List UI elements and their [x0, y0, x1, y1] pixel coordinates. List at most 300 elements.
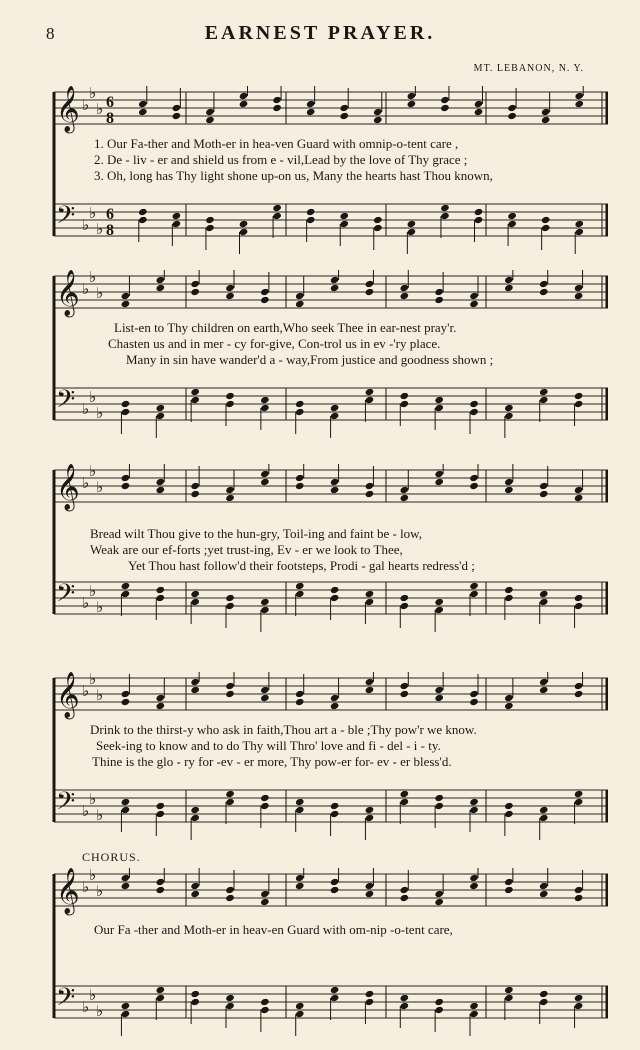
music-system-chorus — [46, 868, 608, 1038]
flat-icon: ♭ — [96, 1002, 104, 1020]
note-head — [373, 108, 383, 116]
note-head — [539, 890, 549, 898]
note-head — [225, 494, 235, 502]
note-head — [306, 108, 316, 116]
note-head — [365, 482, 375, 490]
note-head — [373, 216, 383, 224]
note-head — [504, 994, 514, 1002]
note-head — [295, 408, 305, 416]
note-head — [225, 594, 235, 602]
note-head — [260, 470, 270, 478]
note-head — [156, 994, 166, 1002]
note-head — [574, 486, 584, 494]
note-head — [239, 100, 249, 108]
note-head — [330, 886, 340, 894]
lyric-line-verse-2: Weak are our ef-forts ;yet trust-ing, Ev - er we look to Thee, — [90, 542, 403, 557]
note-head — [574, 494, 584, 502]
note-head — [190, 686, 200, 694]
note-head — [295, 1002, 305, 1010]
note-head — [434, 694, 444, 702]
note-head — [330, 412, 340, 420]
note-head — [295, 874, 305, 882]
time-signature-top: 6 — [106, 94, 114, 111]
note-head — [434, 898, 444, 906]
note-head — [507, 220, 517, 228]
note-head — [539, 998, 549, 1006]
note-head — [504, 404, 514, 412]
note-head — [138, 108, 148, 116]
flat-icon: ♭ — [89, 388, 97, 406]
note-head — [330, 802, 340, 810]
note-head — [539, 288, 549, 296]
note-head — [504, 412, 514, 420]
note-head — [295, 474, 305, 482]
note-head — [365, 814, 375, 822]
lyric-line-verse-1: List-en to Thy children on earth,Who seek Thee in ear-nest pray'r. — [114, 320, 457, 335]
note-head — [121, 482, 131, 490]
note-head — [190, 990, 200, 998]
note-head — [440, 96, 450, 104]
note-group — [121, 790, 584, 840]
note-head — [434, 686, 444, 694]
note-head — [574, 100, 584, 108]
note-head — [504, 478, 514, 486]
note-head — [469, 806, 479, 814]
note-head — [400, 894, 410, 902]
note-head — [469, 474, 479, 482]
treble-clef-icon: 𝄞 — [56, 86, 80, 132]
note-head — [365, 388, 375, 396]
flat-icon: ♭ — [96, 882, 104, 900]
note-head — [400, 798, 410, 806]
note-head — [190, 280, 200, 288]
note-head — [541, 116, 551, 124]
note-head — [138, 216, 148, 224]
note-head — [260, 288, 270, 296]
note-head — [190, 396, 200, 404]
note-head — [330, 586, 340, 594]
note-head — [400, 400, 410, 408]
note-head — [156, 404, 166, 412]
note-head — [272, 204, 282, 212]
note-head — [574, 682, 584, 690]
note-head — [306, 100, 316, 108]
note-head — [574, 392, 584, 400]
flat-icon: ♭ — [82, 474, 90, 492]
note-head — [295, 798, 305, 806]
lyric-line-verse-3: Many in sin have wander'd a - way,From justice and goodness shown ; — [126, 352, 494, 367]
note-head — [574, 220, 584, 228]
note-head — [225, 690, 235, 698]
note-head — [407, 92, 417, 100]
bass-clef-icon: 𝄢 — [56, 787, 76, 822]
note-head — [225, 790, 235, 798]
note-head — [330, 284, 340, 292]
note-head — [400, 682, 410, 690]
note-head — [138, 100, 148, 108]
lyric-line-verse-1: Bread wilt Thou give to the hun-gry, Toil-ing and faint be - low, — [90, 526, 422, 541]
note-head — [295, 698, 305, 706]
note-group — [121, 582, 584, 632]
note-head — [539, 490, 549, 498]
lyric-line-verse-1: 1. Our Fa-ther and Moth-er in hea-ven Guard with omnip-o-tent care , — [94, 136, 459, 151]
note-head — [365, 890, 375, 898]
note-head — [469, 798, 479, 806]
note-head — [260, 686, 270, 694]
note-head — [239, 92, 249, 100]
note-head — [121, 1002, 131, 1010]
flat-icon: ♭ — [96, 686, 104, 704]
note-head — [400, 284, 410, 292]
note-group — [138, 204, 584, 254]
note-head — [365, 990, 375, 998]
note-head — [365, 590, 375, 598]
note-head — [541, 108, 551, 116]
note-head — [474, 100, 484, 108]
chorus-label: CHORUS. — [82, 850, 141, 864]
note-head — [330, 878, 340, 886]
note-head — [407, 228, 417, 236]
note-head — [156, 586, 166, 594]
note-head — [295, 582, 305, 590]
note-head — [121, 690, 131, 698]
note-head — [574, 400, 584, 408]
note-head — [306, 216, 316, 224]
note-head — [190, 288, 200, 296]
note-head — [260, 606, 270, 614]
flat-icon: ♭ — [82, 878, 90, 896]
note-head — [365, 686, 375, 694]
note-head — [504, 878, 514, 886]
flat-icon: ♭ — [89, 86, 97, 102]
note-head — [373, 224, 383, 232]
note-head — [507, 212, 517, 220]
note-head — [272, 104, 282, 112]
lyric-line-verse-3: 3. Oh, long has Thy light shone up-on us, Many the hearts hast Thou known, — [94, 168, 493, 183]
note-head — [365, 806, 375, 814]
treble-clef-icon: 𝄞 — [56, 672, 80, 718]
note-head — [400, 994, 410, 1002]
note-head — [306, 208, 316, 216]
note-head — [400, 494, 410, 502]
note-head — [330, 404, 340, 412]
bass-staff — [54, 201, 608, 239]
note-head — [469, 400, 479, 408]
note-head — [225, 486, 235, 494]
note-head — [295, 882, 305, 890]
note-head — [400, 602, 410, 610]
note-head — [434, 470, 444, 478]
note-head — [434, 890, 444, 898]
note-head — [156, 276, 166, 284]
note-head — [225, 886, 235, 894]
flat-icon: ♭ — [89, 672, 97, 688]
note-head — [330, 694, 340, 702]
music-system-1 — [46, 86, 608, 256]
treble-clef-icon: 𝄞 — [56, 270, 80, 316]
flat-icon: ♭ — [96, 478, 104, 496]
music-system-2 — [46, 270, 608, 440]
note-head — [539, 814, 549, 822]
note-head — [400, 1002, 410, 1010]
note-head — [330, 478, 340, 486]
note-head — [190, 590, 200, 598]
note-head — [434, 794, 444, 802]
note-head — [504, 810, 514, 818]
flat-icon: ♭ — [96, 404, 104, 422]
note-head — [121, 582, 131, 590]
lyric-line-verse-3: Thine is the glo - ry for -ev - er more, Thy pow-er for- ev - er bless'd. — [92, 754, 452, 769]
note-head — [539, 388, 549, 396]
time-signature-bottom: 8 — [106, 222, 114, 239]
note-head — [172, 212, 182, 220]
note-head — [339, 220, 349, 228]
flat-icon: ♭ — [89, 986, 97, 1004]
note-head — [574, 798, 584, 806]
note-head — [539, 678, 549, 686]
treble-staff — [54, 270, 608, 318]
flat-icon: ♭ — [96, 100, 104, 118]
note-head — [330, 276, 340, 284]
note-head — [295, 1010, 305, 1018]
note-head — [190, 890, 200, 898]
flat-icon: ♭ — [89, 582, 97, 600]
note-head — [225, 292, 235, 300]
lyric-line-verse-2: Seek-ing to know and to do Thy will Thro' love and fi - del - i - ty. — [96, 738, 441, 753]
note-head — [339, 104, 349, 112]
note-head — [225, 994, 235, 1002]
note-head — [190, 678, 200, 686]
note-head — [295, 300, 305, 308]
music-system-3 — [46, 464, 608, 634]
lyric-line-verse-3: Yet Thou hast follow'd their footsteps, Prodi - gal hearts redress'd ; — [128, 558, 475, 573]
note-head — [574, 602, 584, 610]
note-head — [225, 798, 235, 806]
treble-staff — [54, 464, 608, 512]
flat-icon: ♭ — [96, 598, 104, 616]
note-head — [539, 280, 549, 288]
note-head — [339, 212, 349, 220]
note-head — [504, 986, 514, 994]
note-head — [260, 998, 270, 1006]
note-head — [330, 986, 340, 994]
flat-icon: ♭ — [82, 216, 90, 234]
note-head — [225, 894, 235, 902]
note-head — [260, 1006, 270, 1014]
note-head — [469, 582, 479, 590]
flat-icon: ♭ — [82, 96, 90, 114]
flat-icon: ♭ — [82, 594, 90, 612]
flat-icon: ♭ — [89, 868, 97, 884]
note-head — [504, 886, 514, 894]
note-head — [330, 486, 340, 494]
note-head — [190, 814, 200, 822]
note-head — [504, 284, 514, 292]
treble-clef-icon: 𝄞 — [56, 464, 80, 510]
note-head — [574, 292, 584, 300]
note-head — [440, 212, 450, 220]
note-head — [574, 886, 584, 894]
lyric-line-verse-2: Chasten us and in mer - cy for-give, Con-trol us in ev -'ry place. — [108, 336, 441, 351]
note-head — [504, 486, 514, 494]
note-head — [469, 590, 479, 598]
note-head — [156, 878, 166, 886]
note-head — [434, 598, 444, 606]
note-head — [539, 396, 549, 404]
note-head — [574, 92, 584, 100]
note-head — [225, 392, 235, 400]
flat-icon: ♭ — [82, 400, 90, 418]
note-head — [373, 116, 383, 124]
note-head — [260, 898, 270, 906]
note-head — [121, 474, 131, 482]
note-head — [365, 490, 375, 498]
note-head — [574, 994, 584, 1002]
note-head — [400, 486, 410, 494]
note-head — [260, 694, 270, 702]
note-head — [365, 288, 375, 296]
note-head — [172, 104, 182, 112]
flat-icon: ♭ — [82, 280, 90, 298]
note-head — [574, 1002, 584, 1010]
note-head — [330, 702, 340, 710]
music-system-4 — [46, 672, 608, 842]
note-head — [469, 408, 479, 416]
note-head — [190, 388, 200, 396]
note-head — [407, 220, 417, 228]
flat-icon: ♭ — [82, 682, 90, 700]
note-head — [295, 482, 305, 490]
lyric-line-chorus: Our Fa -ther and Moth-er in heav-en Guard with om-nip -o-tent care, — [94, 922, 453, 937]
note-head — [469, 482, 479, 490]
composer-credit: MT. LEBANON, N. Y. — [473, 63, 584, 74]
flat-icon: ♭ — [89, 204, 97, 222]
note-head — [121, 874, 131, 882]
note-head — [539, 882, 549, 890]
note-head — [434, 404, 444, 412]
note-head — [574, 594, 584, 602]
note-head — [434, 1006, 444, 1014]
note-head — [434, 396, 444, 404]
note-head — [504, 586, 514, 594]
note-head — [574, 790, 584, 798]
note-head — [539, 990, 549, 998]
note-head — [156, 486, 166, 494]
note-head — [121, 798, 131, 806]
note-head — [138, 208, 148, 216]
note-head — [474, 208, 484, 216]
note-head — [121, 590, 131, 598]
note-head — [330, 594, 340, 602]
note-head — [156, 702, 166, 710]
note-head — [272, 212, 282, 220]
treble-staff — [54, 868, 608, 916]
lyric-line-verse-2: 2. De - liv - er and shield us from e - vil,Lead by the love of Thy grace ; — [94, 152, 468, 167]
note-head — [469, 1010, 479, 1018]
note-head — [469, 300, 479, 308]
note-head — [507, 104, 517, 112]
note-head — [260, 794, 270, 802]
flat-icon: ♭ — [89, 790, 97, 808]
note-head — [190, 482, 200, 490]
note-head — [295, 400, 305, 408]
flat-icon: ♭ — [89, 270, 97, 286]
note-head — [400, 690, 410, 698]
flat-icon: ♭ — [96, 806, 104, 824]
note-head — [156, 478, 166, 486]
flat-icon: ♭ — [89, 464, 97, 480]
note-head — [121, 698, 131, 706]
note-head — [225, 1002, 235, 1010]
note-head — [504, 694, 514, 702]
note-head — [239, 228, 249, 236]
note-head — [156, 802, 166, 810]
note-head — [260, 890, 270, 898]
note-head — [225, 400, 235, 408]
note-head — [190, 882, 200, 890]
bass-clef-icon: 𝄢 — [56, 579, 76, 614]
note-head — [440, 104, 450, 112]
treble-staff — [54, 672, 608, 720]
note-head — [469, 1002, 479, 1010]
note-head — [190, 998, 200, 1006]
note-head — [434, 802, 444, 810]
note-head — [365, 396, 375, 404]
note-head — [121, 300, 131, 308]
note-head — [121, 806, 131, 814]
note-head — [474, 108, 484, 116]
note-head — [205, 216, 215, 224]
time-signature-top: 6 — [106, 206, 114, 223]
note-head — [260, 404, 270, 412]
note-head — [365, 882, 375, 890]
bass-clef-icon: 𝄢 — [56, 385, 76, 420]
note-head — [205, 116, 215, 124]
treble-staff — [54, 86, 608, 134]
note-head — [469, 874, 479, 882]
note-head — [474, 216, 484, 224]
note-head — [400, 292, 410, 300]
note-head — [295, 690, 305, 698]
note-head — [190, 598, 200, 606]
note-head — [504, 802, 514, 810]
note-head — [407, 100, 417, 108]
note-head — [121, 1010, 131, 1018]
staff-pair — [46, 868, 608, 1038]
treble-clef-icon: 𝄞 — [56, 868, 80, 914]
hymn-title: EARNEST PRAYER. — [204, 22, 436, 44]
note-head — [225, 682, 235, 690]
note-head — [365, 678, 375, 686]
note-head — [365, 598, 375, 606]
flat-icon: ♭ — [82, 802, 90, 820]
note-head — [121, 882, 131, 890]
note-head — [225, 284, 235, 292]
flat-icon: ♭ — [96, 220, 104, 238]
note-head — [156, 594, 166, 602]
note-group — [121, 388, 584, 438]
page-number: 8 — [46, 24, 55, 43]
note-head — [400, 594, 410, 602]
note-head — [260, 478, 270, 486]
note-head — [504, 276, 514, 284]
note-head — [121, 292, 131, 300]
note-head — [434, 478, 444, 486]
note-head — [574, 228, 584, 236]
note-head — [330, 994, 340, 1002]
note-head — [260, 396, 270, 404]
note-head — [330, 810, 340, 818]
